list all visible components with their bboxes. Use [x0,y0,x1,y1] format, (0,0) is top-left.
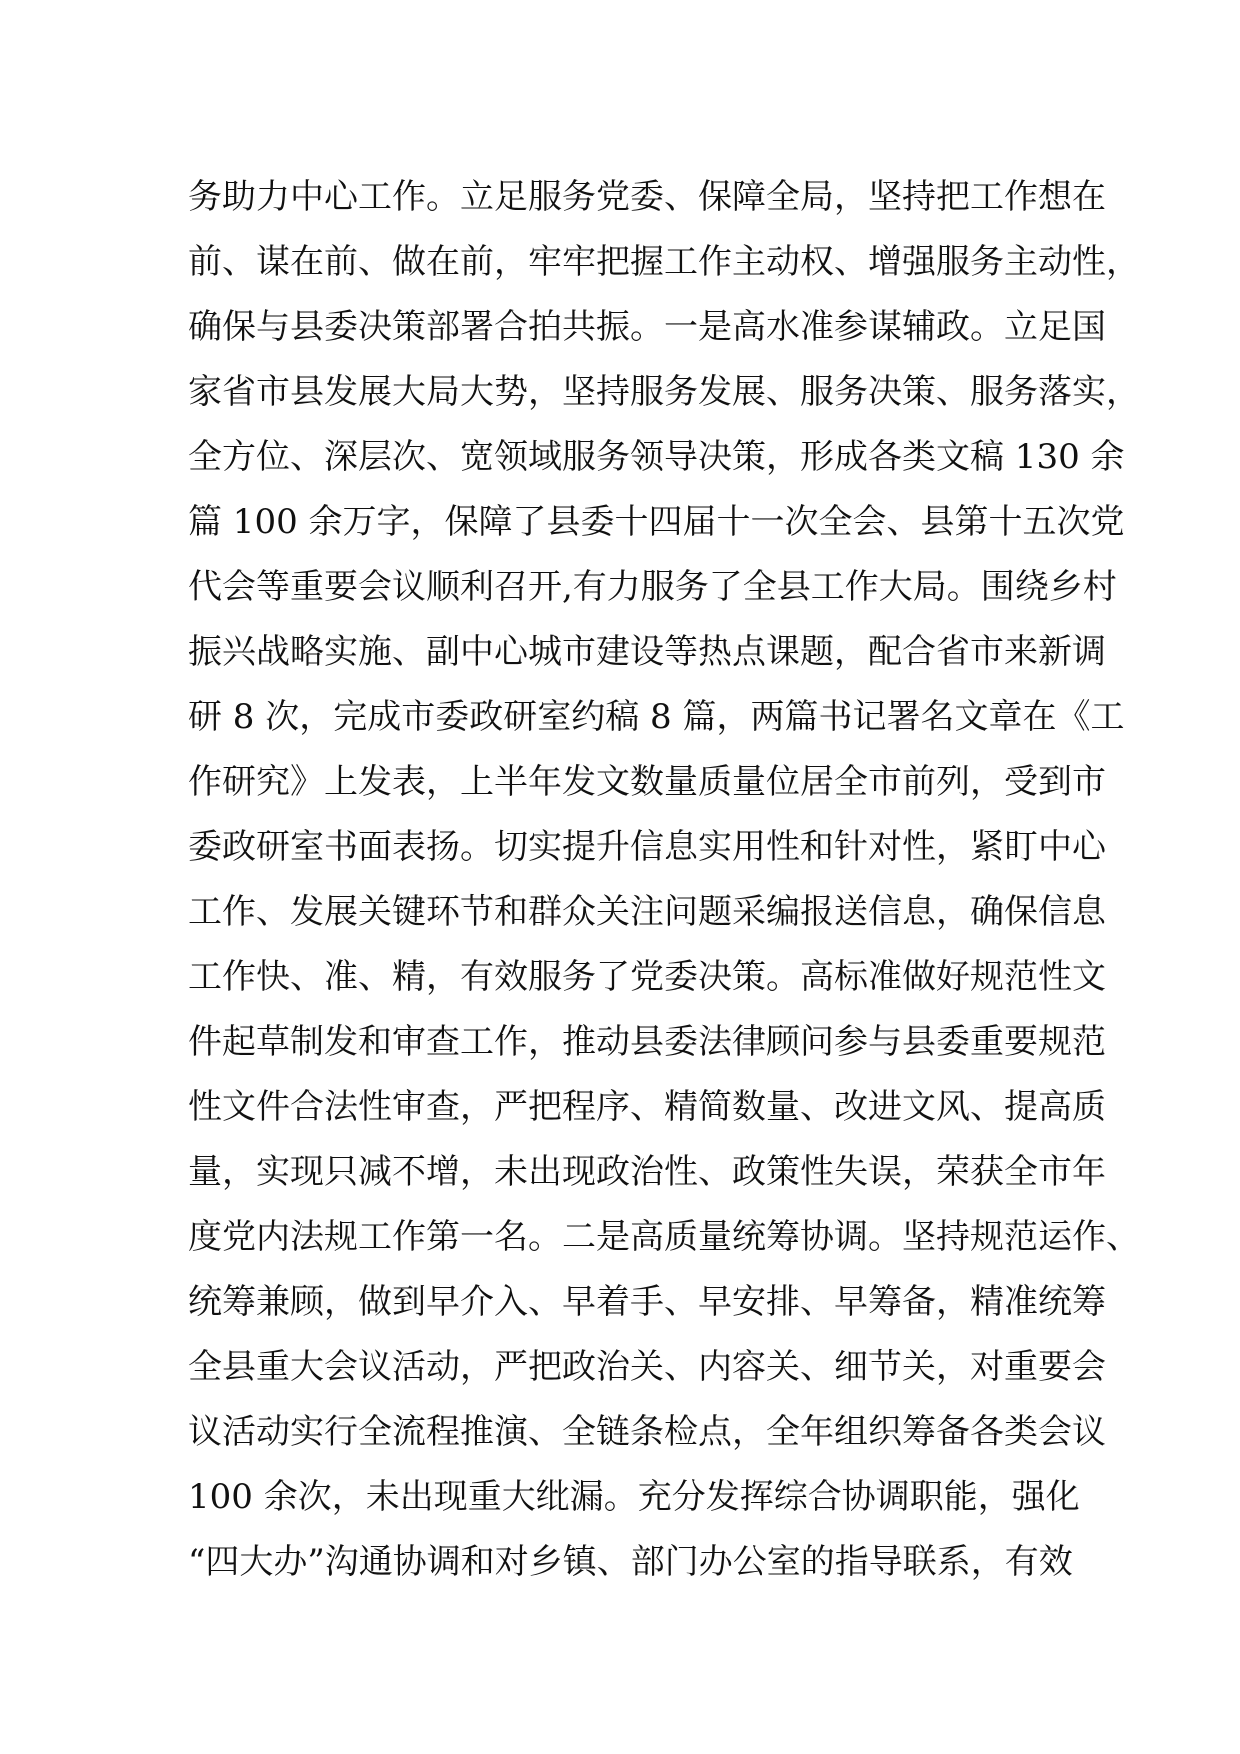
body-text [188,165,1140,1595]
text-line: 全方位、深层次、宽领域服务领导决策，形成各类文稿 130 余 [188,437,1125,477]
text-line: 工作快、准、精，有效服务了党委决策。高标准做好规范性文 [188,957,1106,997]
text-line: 100 余次，未出现重大纰漏。充分发挥综合协调职能，强化 [188,1477,1080,1517]
text-line: 度党内法规工作第一名。二是高质量统筹协调。坚持规范运作、 [188,1217,1140,1257]
text-line: 工作、发展关键环节和群众关注问题采编报送信息，确保信息 [188,892,1106,932]
text-line: 统筹兼顾，做到早介入、早着手、早安排、早筹备，精准统筹 [188,1282,1106,1322]
text-line: 量，实现只减不增，未出现政治性、政策性失误，荣获全市年 [188,1152,1106,1192]
text-line: 代会等重要会议顺利召开,有力服务了全县工作大局。围绕乡村 [188,567,1117,607]
text-line: 全县重大会议活动，严把政治关、内容关、细节关，对重要会 [188,1347,1106,1387]
text-line: 作研究》上发表，上半年发文数量质量位居全市前列，受到市 [188,762,1106,802]
text-line: 篇 100 余万字，保障了县委十四届十一次全会、县第十五次党 [188,502,1125,542]
text-line: 议活动实行全流程推演、全链条检点，全年组织筹备各类会议 [188,1412,1106,1452]
text-line: 性文件合法性审查，严把程序、精简数量、改进文风、提高质 [188,1087,1106,1127]
text-line: “四大办”沟通协调和对乡镇、部门办公室的指导联系，有效 [188,1542,1073,1582]
text-line: 确保与县委决策部署合拍共振。一是高水准参谋辅政。立足国 [188,307,1106,347]
text-line: 前、谋在前、做在前，牢牢把握工作主动权、增强服务主动性， [188,242,1140,282]
text-line: 件起草制发和审查工作，推动县委法律顾问参与县委重要规范 [188,1022,1106,1062]
text-line: 研 8 次，完成市委政研室约稿 8 篇，两篇书记署名文章在《工 [188,697,1125,737]
text-line: 振兴战略实施、副中心城市建设等热点课题，配合省市来新调 [188,632,1106,672]
text-line: 委政研室书面表扬。切实提升信息实用性和针对性，紧盯中心 [188,827,1106,867]
text-line: 务助力中心工作。立足服务党委、保障全局，坚持把工作想在 [188,177,1106,217]
text-line: 家省市县发展大局大势，坚持服务发展、服务决策、服务落实， [188,372,1140,412]
